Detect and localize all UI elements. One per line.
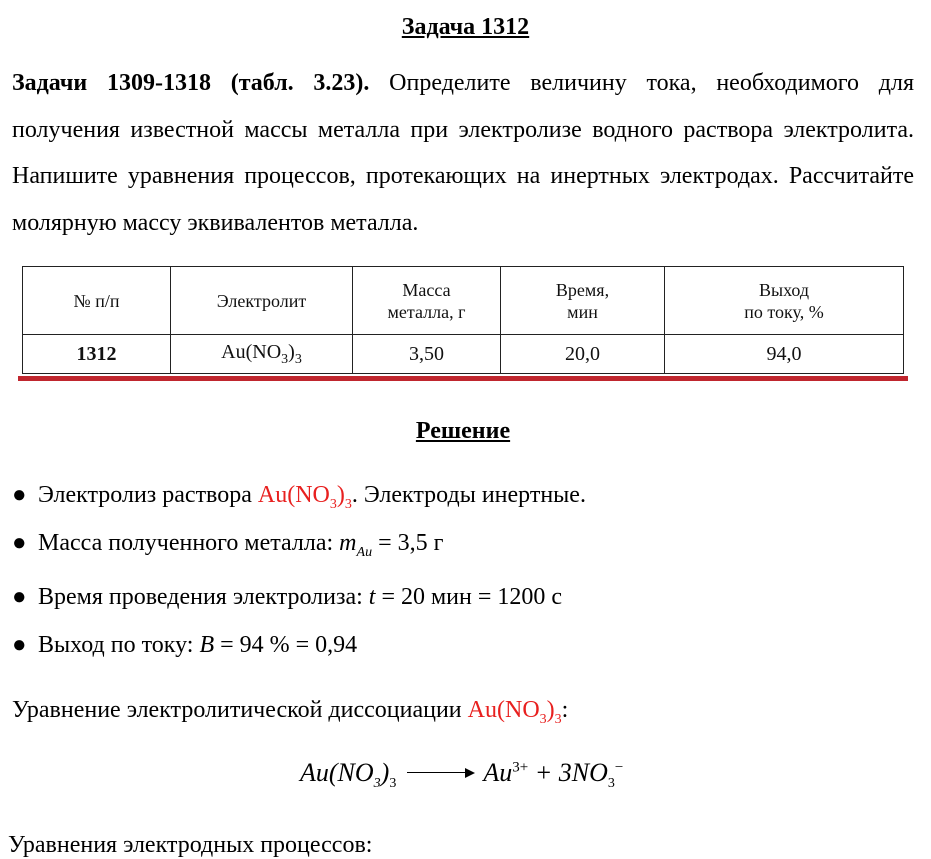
task-statement <box>12 60 914 246</box>
task-title: Задача 1312 <box>401 14 530 40</box>
cell-electrolyte: $Au(NO_3)_3$ <box>171 335 353 374</box>
list-item: ● Масса полученного металла: $m_{Au} = 3,5$ г <box>12 530 444 560</box>
bullet-icon: ● <box>12 482 27 508</box>
list-item: ● Время проведения электролиза: t = 20 мин = 1200 с <box>12 584 563 610</box>
header-mass: Масса металла, г <box>353 267 501 335</box>
heading-formula: $Au(NO_3)_3$ <box>467 697 562 727</box>
table-header-row <box>23 267 904 335</box>
data-table <box>22 266 904 374</box>
cell-num: 1312 <box>23 335 171 374</box>
table-row <box>23 335 904 374</box>
bullet-icon: ● <box>12 632 27 658</box>
solution-title: Решение <box>415 418 511 444</box>
list-item: ● Электролиз раствора $Au(NO_3)_3$. Электроды инертные. <box>12 482 586 512</box>
reaction-arrow-icon <box>407 772 473 774</box>
bullet-icon: ● <box>12 584 27 610</box>
cell-time: 20,0 <box>501 335 665 374</box>
electrode-processes-heading: Уравнения электродных процессов: <box>8 832 373 858</box>
header-yield: Выход по току, % <box>665 267 904 335</box>
data-table-wrap <box>22 266 904 374</box>
electrolyte-formula: $Au(NO_3)_3$ <box>257 482 352 512</box>
dissociation-equation: $Au(NO_3)_3$ $Au^{3+} + 3NO_3^-$ <box>300 758 624 792</box>
task-statement-bold: Задачи 1309-1318 (табл. 3.23). <box>12 70 370 96</box>
cell-yield: 94,0 <box>665 335 904 374</box>
header-electrolyte: Электролит <box>171 267 353 335</box>
bullet-icon: ● <box>12 530 27 556</box>
task-statement-text: Определите величину тока, необходимого для получения известной массы металла при электролизе водного раствора электролита. Напишите уравнения процессов, протекающих на инертных электродах. Рассчитайте молярную массу эквивалентов металла. <box>12 70 915 236</box>
header-num: № п/п <box>23 267 171 335</box>
list-item: ● Выход по току: B = 94 % = 0,94 <box>12 632 358 658</box>
cell-mass: 3,50 <box>353 335 501 374</box>
dissociation-heading: Уравнение электролитической диссоциации $Au(NO_3)_3$: <box>12 697 569 727</box>
header-time: Время, мин <box>501 267 665 335</box>
table-underline <box>18 376 908 381</box>
